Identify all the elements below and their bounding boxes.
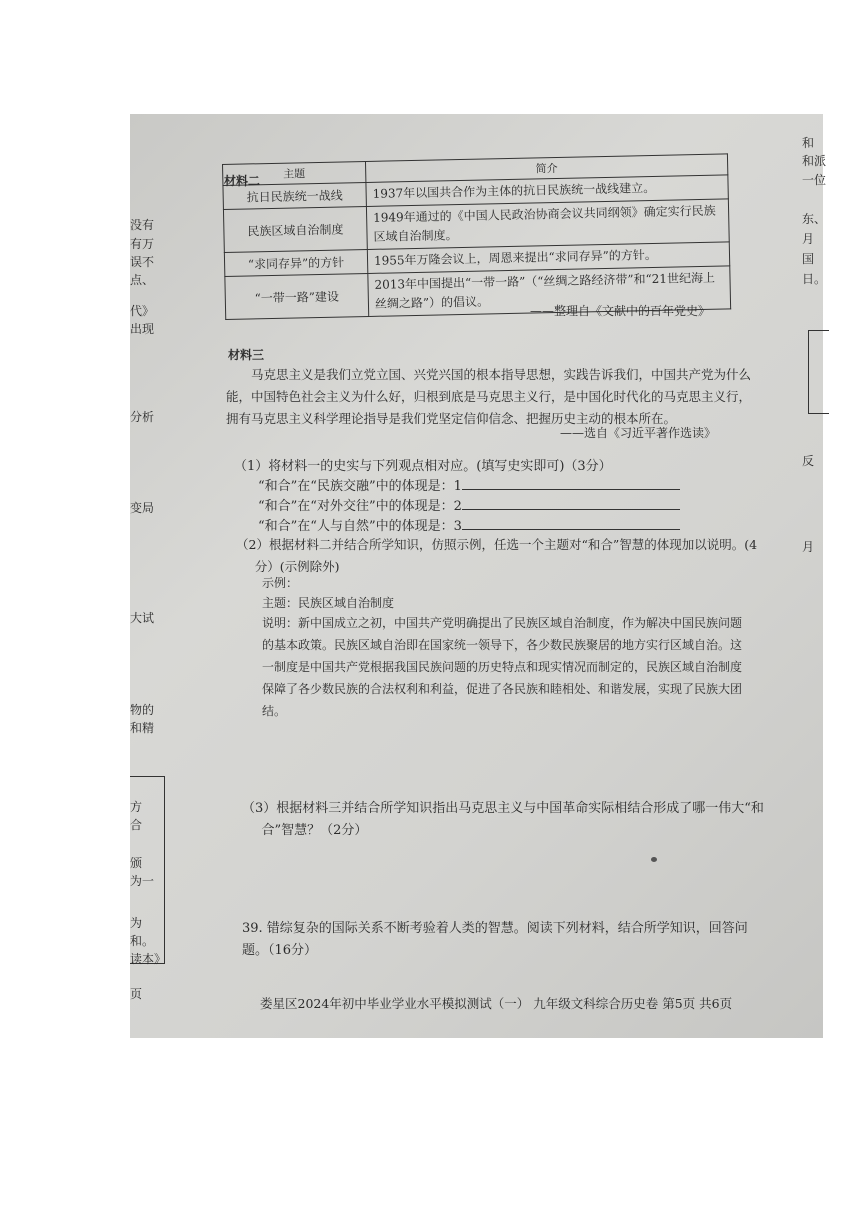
example-theme: 主题：民族区域自治制度 <box>262 596 395 610</box>
material2-source: ——整理自《文献中的百年党史》 <box>530 304 711 318</box>
right-edge-text: 和 <box>802 136 815 150</box>
right-edge-table <box>808 330 829 414</box>
left-edge-text: 合 <box>130 818 143 832</box>
right-edge-text: 月 <box>802 232 815 246</box>
page-footer: 娄星区2024年初中毕业学业水平模拟测试（一） 九年级文科综合历史卷 第5页 共6页 <box>260 996 733 1011</box>
question-1-item-label: “和合”在“对外交往”中的体现是：2 <box>258 499 462 514</box>
right-edge-text: 一位 <box>802 173 827 187</box>
right-edge-text: 国 <box>802 252 815 266</box>
material3-label: 材料三 <box>228 348 265 362</box>
table-header-desc: 简介 <box>365 154 727 183</box>
table-cell-desc: 1955年万隆会议上，周恩来提出“求同存异”的方针。 <box>367 242 729 274</box>
material3-source: ——选自《习近平著作选读》 <box>560 426 717 440</box>
left-edge-text: 点、 <box>130 273 155 287</box>
answer-blank-1[interactable] <box>462 477 680 490</box>
question-3-stem: （3）根据材料三并结合所学知识指出马克思主义与中国革命实际相结合形成了哪一伟大“和合”智慧？（2分） <box>242 801 764 838</box>
left-edge-text: 和。 <box>130 934 155 948</box>
right-edge-text: 东、 <box>802 212 827 226</box>
left-edge-text: 颁 <box>130 856 143 870</box>
answer-blank-3[interactable] <box>462 517 680 530</box>
table-cell-theme: “求同存异”的方针 <box>224 249 367 276</box>
left-edge-text: 出现 <box>130 322 155 336</box>
left-edge-text: 页 <box>130 987 143 1001</box>
left-edge-text: 误不 <box>130 255 155 269</box>
left-edge-text: 大试 <box>130 611 155 625</box>
left-edge-text: 变局 <box>130 501 155 515</box>
left-edge-text: 为 <box>130 916 143 930</box>
table-cell-theme: 抗日民族统一战线 <box>223 182 366 209</box>
question-1-item <box>258 496 680 518</box>
question-2-stem: （2）根据材料二并结合所学知识，仿照示例，任选一个主题对“和合”智慧的体现加以说明。(4分）(示例除外) <box>236 537 758 574</box>
table-cell-theme: “一带一路”建设 <box>225 273 369 319</box>
question-1-item <box>258 476 680 498</box>
left-edge-text: 分析 <box>130 410 155 424</box>
right-edge-text: 反 <box>802 454 815 468</box>
left-edge-text: 物的 <box>130 703 155 717</box>
left-edge-text: 方 <box>130 800 143 814</box>
question-1-item-label: “和合”在“民族交融”中的体现是：1 <box>258 479 462 494</box>
left-edge-text: 读本》 <box>130 952 167 966</box>
right-edge-text: 日。 <box>802 272 827 286</box>
right-edge-text: 月 <box>802 540 815 554</box>
right-edge-text: 和派 <box>802 154 827 168</box>
material2-table <box>222 153 731 320</box>
answer-blank-2[interactable] <box>462 497 680 510</box>
table-cell-desc: 2013年中国提出“一带一路”（“丝绸之路经济带”和“21世纪海上丝绸之路”）的倡议。 <box>368 266 731 317</box>
left-edge-text: 和精 <box>130 721 155 735</box>
table-cell-theme: 民族区域自治制度 <box>223 206 367 252</box>
left-edge-text: 没有 <box>130 218 155 232</box>
question-39-text: 39. 错综复杂的国际关系不断考验着人类的智慧。阅读下列材料，结合所学知识，回答问题。（16分） <box>242 921 748 958</box>
table-cell-desc: 1937年以国共合作为主体的抗日民族统一战线建立。 <box>366 175 728 207</box>
left-edge-text: 为一 <box>130 874 155 888</box>
table-cell-desc: 1949年通过的《中国人民政治协商会议共同纲领》确定实行民族区域自治制度。 <box>366 199 729 250</box>
exam-sheet <box>130 114 827 1038</box>
ink-speck <box>651 857 657 862</box>
example-label: 示例： <box>262 576 299 590</box>
left-edge-text: 代》 <box>130 304 155 318</box>
material3-text: 马克思主义是我们立党立国、兴党兴国的根本指导思想，实践告诉我们，中国共产党为什么能，中国特色社会主义为什么好，归根到底是马克思主义行，是中国化时代化的马克思主义行，拥有马克思主义科学理论指导是我们党坚定信仰信念、把握历史主动的根本所在。 <box>226 367 752 426</box>
table-header-theme: 主题 <box>223 161 366 185</box>
question-1-item-label: “和合”在“人与自然”中的体现是：3 <box>258 519 462 534</box>
question-1-stem: （1）将材料一的史实与下列观点相对应。(填写史实即可)（3分） <box>234 459 612 474</box>
photo-background <box>130 114 827 1038</box>
example-text: 说明：新中国成立之初，中国共产党明确提出了民族区域自治制度，作为解决中国民族问题的基本政策。民族区域自治即在国家统一领导下，各少数民族聚居的地方实行区域自治。这一制度是中国共产党根据我国民族问题的历史特点和现实情况而制定的，民族区域自治制度保障了各少数民族的合法权利和利益，促进了各民族和睦相处、和谐发展，实现了民族大团结。 <box>262 616 743 718</box>
material2-label: 材料二 <box>224 174 261 188</box>
left-edge-text: 有万 <box>130 237 155 251</box>
